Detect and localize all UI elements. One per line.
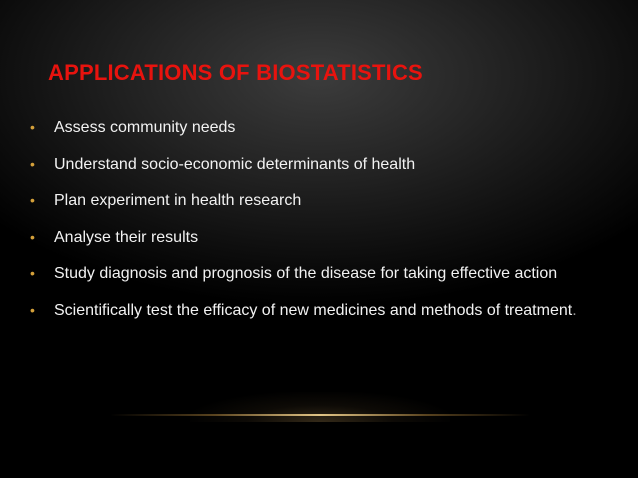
accent-line (110, 414, 530, 416)
spotlight-glow (190, 392, 450, 422)
bullet-item (30, 300, 610, 321)
bullet-text: Understand socio-economic determinants of health (54, 155, 416, 173)
bullet-icon: • (30, 265, 35, 281)
bullet-item (30, 227, 610, 248)
bullet-icon: • (30, 119, 35, 135)
bullet-text: Analyse their results (54, 228, 199, 246)
bullet-icon: • (30, 155, 35, 172)
bullet-text: Assess community needs (54, 119, 236, 136)
bullet-icon: • (30, 228, 35, 245)
bullet-item (30, 190, 610, 211)
bullet-item (30, 154, 610, 175)
bullet-item (30, 263, 610, 284)
bullet-text: Study diagnosis and prognosis of the disease for taking effective action (54, 265, 558, 282)
bullet-text: Scientifically test the efficacy of new medicines and methods of treatment (54, 301, 573, 319)
slide-title: APPLICATIONS OF BIOSTATISTICS (48, 60, 423, 85)
bullet-text: Plan experiment in health research (54, 192, 302, 209)
bullet-icon: • (30, 192, 35, 208)
bullet-list (30, 117, 610, 336)
bullet-icon: • (30, 301, 35, 318)
bullet-item (30, 117, 610, 138)
bullet-period: . (572, 301, 577, 319)
